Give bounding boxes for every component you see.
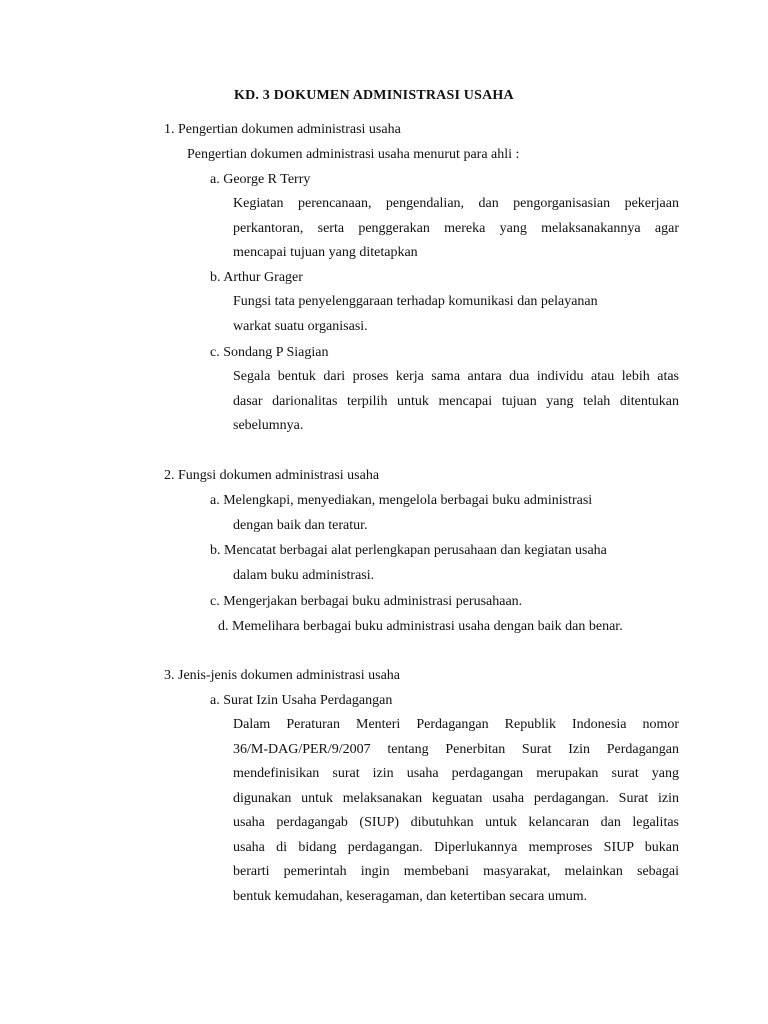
paragraph-line: 36/M-DAG/PER/9/2007 tentang Penerbitan Surat Izin Perdagangan [233, 741, 679, 757]
section-1-heading: 1. Pengertian dokumen administrasi usaha [164, 122, 401, 137]
paragraph-line: Kegiatan perencanaan, pengendalian, dan pengorganisasian pekerjaan [233, 196, 679, 211]
paragraph-line: berarti pemerintah ingin membebani masyarakat, melainkan sebagai [233, 864, 679, 879]
function-b-line1: b. Mencatat berbagai alat perlengkapan perusahaan dan kegiatan usaha [210, 543, 607, 558]
paragraph-line: bentuk kemudahan, keseragaman, dan ketertiban secara umum. [233, 888, 588, 904]
paragraph-line: usaha di bidang perdagangan. Diperlukannya memproses SIUP bukan [233, 839, 679, 855]
expert-c-name: c. Sondang P Siagian [210, 345, 329, 360]
paragraph-line: dasar darionalitas terpilih untuk mencapai tujuan yang telah ditentukan [233, 393, 679, 409]
paragraph-line: digunakan untuk melaksanakan keguatan usaha perdagangan. Surat izin [233, 790, 679, 806]
paragraph-line: warkat suatu organisasi. [233, 318, 368, 334]
function-d: d. Memelihara berbagai buku administrasi usaha dengan baik dan benar. [218, 619, 623, 634]
section-1-intro: Pengertian dokumen administrasi usaha menurut para ahli : [187, 147, 520, 162]
expert-a-name: a. George R Terry [210, 172, 311, 187]
type-a-name: a. Surat Izin Usaha Perdagangan [210, 693, 393, 708]
paragraph-line: sebelumnya. [233, 418, 304, 433]
document-title: KD. 3 DOKUMEN ADMINISTRASI USAHA [234, 88, 514, 103]
expert-a-definition [233, 192, 679, 266]
paragraph-line: Fungsi tata penyelenggaraan terhadap komunikasi dan pelayanan [233, 294, 598, 309]
paragraph-line: perkantoran, serta penggerakan mereka yang melaksanakannya agar [233, 220, 679, 236]
section-2-heading: 2. Fungsi dokumen administrasi usaha [164, 468, 380, 483]
type-a-definition [233, 713, 679, 909]
expert-c-definition [233, 365, 679, 439]
paragraph-line: mencapai tujuan yang ditetapkan [233, 245, 418, 260]
expert-b-definition [233, 290, 679, 339]
function-a-line2: dengan baik dan teratur. [233, 518, 368, 533]
function-a-line1: a. Melengkapi, menyediakan, mengelola berbagai buku administrasi [210, 493, 593, 508]
expert-b-name: b. Arthur Grager [210, 270, 303, 285]
paragraph-line: mendefinisikan surat izin usaha perdagangan merupakan surat yang [233, 766, 679, 781]
section-3-heading: 3. Jenis-jenis dokumen administrasi usaha [164, 668, 401, 683]
paragraph-line: usaha perdagangab (SIUP) dibutuhkan untuk kelancaran dan legalitas [233, 815, 679, 830]
paragraph-line: Dalam Peraturan Menteri Perdagangan Republik Indonesia nomor [233, 717, 679, 732]
paragraph-line: Segala bentuk dari proses kerja sama antara dua individu atau lebih atas [233, 369, 679, 384]
function-b-line2: dalam buku administrasi. [233, 568, 375, 583]
function-c: c. Mengerjakan berbagai buku administrasi perusahaan. [210, 594, 523, 609]
